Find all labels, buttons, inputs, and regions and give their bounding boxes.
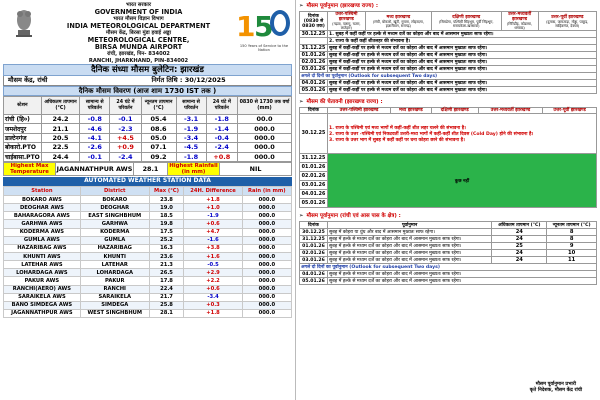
observation-header-row [4,97,292,115]
row-date: 31.12.25 [300,236,328,243]
table-row [300,250,597,257]
aws-station: RANCHI(AERO) AWS [4,285,81,293]
row-date: 31.12.25 [300,45,328,52]
table-row [4,277,292,285]
obs-header-cell: 24 घंटे में परिवर्तन [206,97,237,115]
highest-rain-value: NIL [220,162,292,175]
aws-rain: 000.0 [242,277,291,285]
row-forecast-text: सुबह में हल्के से मध्यम दर्जे का कोहरा और बाद में आसमान मुख्यतः साफ रहेगा। [328,236,492,243]
row-forecast-text: सुबह में कहीं-कहीं पर हल्के से मध्यम दर्जे का कोहरा और बाद में आसमान मुख्यतः साफ रहेगा। [328,80,597,87]
aws-header-cell: 24H. Difference [184,186,242,195]
obs-header-cell: 24 घंटे में परिवर्तन [110,97,141,115]
table-row [300,31,597,38]
table-row [300,257,597,264]
table-row [300,38,597,45]
row-forecast-text: सुबह में कहीं-कहीं पर हल्के से मध्यम दर्जे का कोहरा और बाद में आसमान मुख्यतः साफ रहेगा। [328,66,597,73]
row-date: 31.12.25 [300,154,328,163]
ranchi-max: 25 [492,243,547,250]
highest-max-label: Highest Max Temperature [4,162,56,175]
region-header: उत्तर-पश्चिमी झारखण्ड [328,108,391,114]
min-temp: 07.1 [141,143,176,152]
table-row [4,236,292,244]
min-departure: -4.5 [176,143,206,152]
aws-station: GUMLA AWS [4,236,81,244]
obs-header-cell: सामान्य से परिवर्तन [176,97,206,115]
row-forecast-text: 1. सुबह में कहीं कहीं पर हल्के से मध्यम दर्जे का कोहरा और बाद में आसमान मुख्यतः साफ रहेगा। [328,31,597,38]
max-departure: -4.1 [80,133,110,142]
table-row [300,243,597,250]
table-row [4,269,292,277]
region-name: मध्य झारखण्ड [386,14,411,20]
aws-rain: 000.0 [242,309,291,317]
row-forecast-text: सुबह में कहीं-कहीं पर हल्के से मध्यम दर्जे का कोहरा और बाद में आसमान मुख्यतः साफ रहेगा। [328,87,597,94]
table-row [4,293,292,301]
region-header [365,12,431,31]
aws-rain: 000.0 [242,269,291,277]
org-hindi: भारत सरकार [126,2,151,8]
min-24h-change: -0.4 [206,133,237,142]
aws-header-cell: Rain (in mm) [242,186,291,195]
outlook-row [300,264,597,271]
aws-district: SIMDEGA [80,301,149,309]
outlook-label: अगले दो दिनों का पूर्वानुमान (Outlook for subsequent Two days) [300,73,597,80]
aws-difference: +1.0 [184,204,242,212]
row-forecast-text: सुबह में हल्के से मध्यम दर्जे का कोहरा और बाद में आसमान मुख्यतः साफ रहेगा। [328,243,492,250]
table-row [300,87,597,94]
region-districts: (गिरिडीह, कोडरमा, धनबाद) [507,22,533,31]
table-row [300,154,597,163]
ranchi-max: 24 [492,229,547,236]
signature-line-1: मौसम पूर्वानुमान प्रभारी [535,382,576,387]
city-english: RANCHI, JHARKHAND, PIN-834002 [88,58,189,64]
table-row [4,301,292,309]
aws-header-row [4,186,292,195]
right-panel [296,0,600,400]
min-24h-change: -1.4 [206,124,237,133]
row-date: 02.01.26 [300,59,328,66]
ranchi-section-title [299,212,597,221]
warning-line: 3. राज्य के उत्तर भाग में सुबह में कहीं कहीं पर घना कोहरा छाने की संभावना है। [329,137,465,143]
aws-max: 23.8 [149,195,184,203]
row-forecast-text: सुबह में हल्के से मध्यम दर्जे का कोहरा और बाद में आसमान मुख्यतः साफ रहेगा। [328,250,492,257]
aws-difference: +0.3 [184,301,242,309]
row-date: 30.12.25 [300,31,328,38]
ranchi-min: 11 [547,257,597,264]
rainfall: 00.0 [237,115,291,124]
ranchi-header-row [300,222,597,229]
ranchi-header-cell: पूर्वानुमान [328,222,492,229]
table-row [4,285,292,293]
min-24h-change: -2.4 [206,143,237,152]
logo-subtitle: 150 Years of Service to the Nation [239,44,289,52]
row-date: 05.01.26 [300,87,328,94]
logo-digit-1: 1 [236,10,256,43]
table-row [4,220,292,228]
aws-difference: +1.8 [184,195,242,203]
aws-station: GARHWA AWS [4,220,81,228]
aws-district: EAST SINGHBHUM [80,212,149,220]
aws-difference: +4.7 [184,228,242,236]
region-header [328,12,366,31]
aws-district: SARAIKELA [80,293,149,301]
aws-difference: +1.6 [184,252,242,260]
max-departure: -0.8 [80,115,110,124]
table-row [300,66,597,73]
aws-rain: 000.0 [242,252,291,260]
aws-difference: +1.8 [184,309,242,317]
min-temp: 08.6 [141,124,176,133]
table-row [300,80,597,87]
row-date: 02.01.26 [300,250,328,257]
max-departure: -4.6 [80,124,110,133]
aws-max: 22.4 [149,285,184,293]
table-row [4,143,292,152]
min-departure: -1.8 [176,152,206,161]
warning-title-text: मौसम की चेतावनी (झारखण्ड राज्य) : [306,99,383,106]
forecast-header-row [300,12,597,31]
aws-difference: +3.8 [184,244,242,252]
aws-station: BANO SIMDEGA AWS [4,301,81,309]
aws-difference: +2.9 [184,269,242,277]
region-name: उत्तर-पूर्वी झारखण्ड [551,14,584,20]
aws-header-cell: Max (°C) [149,186,184,195]
obs-header-cell: अधिकतम तापमान (°C) [41,97,79,115]
row-date: 30.12.25 [300,229,328,236]
region-header [501,12,538,31]
aws-rain: 000.0 [242,301,291,309]
forecast-title-text: मौसम पूर्वानुमान (झारखण्ड राज्य) : [306,3,379,9]
row-forecast-text: सुबह में हल्के से मध्यम दर्जे का कोहरा और बाद में आसमान मुख्यतः साफ रहेगा। [328,271,597,278]
aws-difference: -3.4 [184,293,242,301]
row-forecast-text: सुबह में कहीं-कहीं पर हल्के से मध्यम दर्जे का कोहरा और बाद में आसमान मुख्यतः साफ रहेगा। [328,52,597,59]
obs-header-cell: स्टेशन [4,97,42,115]
region-districts: (रांची, बोकारो, खूंटी, गुमला, लोहरदगा, हज़ारीबाग, रामगढ़) [372,19,424,28]
table-row [4,228,292,236]
row-date: 30.12.25 [300,114,328,154]
ranchi-max: 24 [492,250,547,257]
aws-district: LOHARDAGA [80,269,149,277]
station-name: बोकारो.PTO [4,143,42,152]
station-name: डाल्टेनगंज [4,133,42,142]
table-row [4,252,292,260]
aws-rain: 000.0 [242,261,291,269]
region-name: उत्तर-पश्चिमी झारखण्ड [335,12,358,22]
table-row [300,229,597,236]
region-header: मध्य झारखण्ड [391,108,432,114]
row-forecast-text: सुबह में कहीं-कहीं पर हल्के से मध्यम दर्जे का कोहरा और बाद में आसमान मुख्यतः साफ रहेगा। [328,59,597,66]
table-row [4,195,292,203]
ranchi-header-cell: दिनांक [300,222,328,229]
highest-rain-label: Highest Rainfall (in mm) [169,162,218,175]
aws-rain: 000.0 [242,228,291,236]
row-date: 04.01.26 [300,80,328,87]
warning-line: 2. राज्य के उत्तर -पश्चिमी एवं निकटवर्ती उत्तरी-मध्य भागों में कहीं-कहीं शीत दिवस (Cold Day) होने की संभावना है। [329,131,534,137]
region-header [431,12,501,31]
aws-station: KODERMA AWS [4,228,81,236]
aws-table [3,186,292,318]
table-row [4,152,292,161]
dept-english: INDIA METEOROLOGICAL DEPARTMENT [66,21,211,30]
min-temp: 05.0 [141,133,176,142]
aws-max: 23.6 [149,252,184,260]
date-header: दिनांक [300,108,328,114]
aws-max: 17.8 [149,277,184,285]
row-date: 01.01.26 [300,52,328,59]
aws-max: 21.7 [149,293,184,301]
rainfall: 000.0 [237,124,291,133]
max-temp: 20.5 [41,133,79,142]
aws-rain: 000.0 [242,293,291,301]
ranchi-max: 24 [492,257,547,264]
row-forecast-text: सुबह में हल्के से मध्यम दर्जे का कोहरा और बाद में आसमान मुख्यतः साफ रहेगा। [328,257,492,264]
warning-table [299,107,597,208]
aws-header-cell: Station [4,186,81,195]
row-forecast-text: सुबह में कहीं-कहीं पर हल्के से मध्यम दर्जे का कोहरा और बाद में आसमान मुख्यतः साफ रहेगा। [328,45,597,52]
region-districts: (गढ़वा, पलामू, चतरा, लातेहार) [332,22,361,31]
max-temp: 24.2 [41,115,79,124]
left-panel [0,0,296,400]
highest-max-station: JAGANNATHPUR AWS [56,162,134,175]
aws-max: 19.0 [149,204,184,212]
aws-max: 19.8 [149,220,184,228]
aws-district: KODERMA [80,228,149,236]
row-date: 05.01.26 [300,199,328,208]
aws-district: BOKARO [80,195,149,203]
aws-max: 28.1 [149,309,184,317]
row-date: 05.01.26 [300,278,328,285]
row-date: 01.01.26 [300,163,328,172]
aws-station: HAZARIBAG AWS [4,244,81,252]
aws-max: 18.5 [149,212,184,220]
warning-section-title [299,98,597,107]
header-text [43,2,234,65]
highest-values-table [3,162,292,176]
aws-station: KHUNTI AWS [4,252,81,260]
max-24h-change: -2.4 [110,152,141,161]
min-temp: 09.2 [141,152,176,161]
row-date: 04.01.26 [300,190,328,199]
min-24h-change: -1.8 [206,115,237,124]
bulletin-title: दैनिक संध्या मौसम बुलेटिन: झारखंड [3,64,292,76]
obs-header-cell: 0830 से 1730 तक वर्षा (mm) [237,97,291,115]
table-row [4,133,292,142]
ranchi-max: 24 [492,236,547,243]
row-forecast-text: सुबह में कोहरा या धुंध और बाद में आसमान मुख्यतः साफ रहेगा। [328,229,492,236]
aws-difference: -1.6 [184,236,242,244]
bulletin-subtitle: दैनिक मौसम विवरण (आज शाम 1730 IST तक ) [3,86,292,96]
aws-station: PAKUR AWS [4,277,81,285]
region-name: उत्तर-मध्यवर्ती झारखण्ड [508,12,532,22]
org-english: GOVERNMENT OF INDIA [94,7,183,16]
region-districts: (सिमडेगा, पश्चिमी सिंहभूम, पूर्वी सिंहभूम, सरायकेला-खरसावां) [439,19,494,28]
max-24h-change: +0.9 [110,143,141,152]
station-name: रांची (हि०) [4,115,42,124]
logo-digit-5: 5 [254,10,274,43]
row-date [300,38,328,45]
signature-line-2: कृते निदेशक, मौसम केंद्र रांची [529,388,582,393]
max-temp: 24.4 [41,152,79,161]
dept-hindi: भारत मौसम विज्ञान विभाग [113,16,164,22]
highest-max-value: 28.1 [134,162,168,175]
aws-header-cell: District [80,186,149,195]
aws-district: PAKUR [80,277,149,285]
ranchi-header-cell: न्यूनतम तापमान (°C) [547,222,597,229]
table-row [4,204,292,212]
ranchi-table [299,221,597,285]
max-departure: -2.6 [80,143,110,152]
aws-max: 26.5 [149,269,184,277]
aws-district: GUMLA [80,236,149,244]
ranchi-min: 8 [547,229,597,236]
forecast-table [299,11,597,94]
warning-line: 1. राज्य के पश्चिमी एवं मध्य भागों में कहीं-कहीं शीत लहर चलने की संभावना है। [329,125,466,131]
aws-district: RANCHI [80,285,149,293]
aws-rain: 000.0 [242,236,291,244]
row-date: 03.01.26 [300,66,328,73]
bullet-icon: ➢ [299,3,304,9]
station-name: चाईबासा.PTO [5,153,40,161]
row-forecast-text: 2. राज्य के कहीं कहीं शीतलहर की संभावना है। [328,38,597,45]
row-forecast-text: सुबह में हल्के से मध्यम दर्जे का कोहरा और बाद में आसमान मुख्यतः साफ रहेगा। [328,278,597,285]
ranchi-title-text: मौसम पूर्वानुमान (रांची एवं आस पास के क्षेत्र) : [306,213,401,220]
obs-header-cell: सामान्य से परिवर्तन [80,97,110,115]
signature-block [530,382,582,394]
min-24h-change: +0.8 [206,152,237,161]
table-row [4,261,292,269]
observation-table [3,96,292,162]
obs-header-cell: न्यूनतम तापमान (°C) [141,97,176,115]
date-header: दिनांक (0830 से 0830 तक) [300,12,328,31]
aws-district: HAZARIBAG [80,244,149,252]
bullet-icon: ➢ [299,99,304,106]
aws-district: KHUNTI [80,252,149,260]
ranchi-min: 8 [547,236,597,243]
region-header [538,12,596,31]
aws-station: DEOGHAR AWS [4,204,81,212]
aws-district: WEST SINGHBHUM [80,309,149,317]
row-date: 01.01.26 [300,243,328,250]
aws-difference: -1.9 [184,212,242,220]
ranchi-min: 10 [547,250,597,257]
centre-date-row [3,76,292,86]
row-date: 03.01.26 [300,181,328,190]
region-districts: (दुमका, जामताड़ा, गोड्डा, पाकुड़, साहिबगंज, देवघर) [546,19,589,28]
table-row [4,309,292,317]
table-row [300,278,597,285]
max-24h-change: -2.3 [110,124,141,133]
aws-difference: -0.5 [184,261,242,269]
aws-max: 25.8 [149,301,184,309]
table-row [4,115,292,124]
table-row [4,244,292,252]
centre-hindi: मौसम केंद्र, बिरसा मुंडा हवाई अड्डा [106,30,171,36]
region-header: उत्तर-मध्यवर्ती झारखण्ड [478,108,543,114]
imd-150-logo [234,2,292,60]
aws-max: 16.3 [149,244,184,252]
max-temp: 21.1 [41,124,79,133]
table-row [300,114,597,154]
aws-rain: 000.0 [242,212,291,220]
no-warning-cell: कुछ नहीं [328,154,597,208]
rainfall: 000.0 [237,133,291,142]
aws-station: BAHARAGORA AWS [4,212,81,220]
table-row [300,236,597,243]
row-date: 03.01.26 [300,257,328,264]
row-date: 04.01.26 [300,271,328,278]
centre-english: METEOROLOGICAL CENTRE, [87,35,190,44]
aws-rain: 000.0 [242,220,291,228]
region-header: दक्षिणी झारखण्ड [431,108,478,114]
row-date: 02.01.26 [300,172,328,181]
bullet-icon: ➢ [299,213,304,220]
max-24h-change: -0.1 [110,115,141,124]
aws-title: AUTOMATED WEATHER STATION DATA [3,177,292,186]
min-departure: -1.9 [176,124,206,133]
airport-english: BIRSA MUNDA AIRPORT [94,43,183,51]
table-row [4,212,292,220]
aws-station: JAGANNATHPUR AWS [4,309,81,317]
region-name: दक्षिणी झारखण्ड [452,14,481,20]
rainfall: 000.0 [237,143,291,152]
forecast-section-title [299,2,597,11]
table-row [300,52,597,59]
max-temp: 22.5 [41,143,79,152]
aws-max: 25.2 [149,236,184,244]
header [3,2,292,64]
table-row [300,271,597,278]
region-header: उत्तर-पूर्वी झारखण्ड [543,108,597,114]
aws-station: BOKARO AWS [4,195,81,203]
aws-district: LATEHAR [80,261,149,269]
aws-rain: 000.0 [242,204,291,212]
table-row [300,59,597,66]
logo-digit-0 [270,10,290,36]
aws-station: LATEHAR AWS [4,261,81,269]
outlook-label: अगले दो दिनों का पूर्वानुमान (Outlook for subsequent Two days) [300,264,597,271]
city-hindi: रांची, झारखंड, पिन- 834002 [107,51,170,58]
aws-difference: +0.6 [184,285,242,293]
outlook-row [300,73,597,80]
station-name: जमशेदपुर [4,124,42,133]
max-24h-change: +4.5 [110,133,141,142]
max-departure: -0.1 [80,152,110,161]
warning-text [328,114,597,154]
aws-rain: 000.0 [242,195,291,203]
national-emblem-icon [11,4,37,38]
aws-difference: +2.2 [184,277,242,285]
min-temp: 05.4 [141,115,176,124]
centre-label: मौसम केंद्र, रांची [8,76,48,84]
table-row [4,124,292,133]
aws-district: DEOGHAR [80,204,149,212]
ranchi-header-cell: अधिकतम तापमान (°C) [492,222,547,229]
aws-rain: 000.0 [242,285,291,293]
aws-difference: +0.6 [184,220,242,228]
aws-rain: 000.0 [242,244,291,252]
aws-district: GARHWA [80,220,149,228]
ranchi-min: 9 [547,243,597,250]
min-departure: -3.1 [176,115,206,124]
rainfall: 000.0 [237,152,291,161]
issue-date: निर्गत तिथि : 30/12/2025 [151,76,226,84]
aws-station: SARAIKELA AWS [4,293,81,301]
table-row [300,45,597,52]
aws-max: 21.3 [149,261,184,269]
aws-station: LOHARDAGA AWS [4,269,81,277]
min-departure: -3.4 [176,133,206,142]
aws-max: 17.5 [149,228,184,236]
